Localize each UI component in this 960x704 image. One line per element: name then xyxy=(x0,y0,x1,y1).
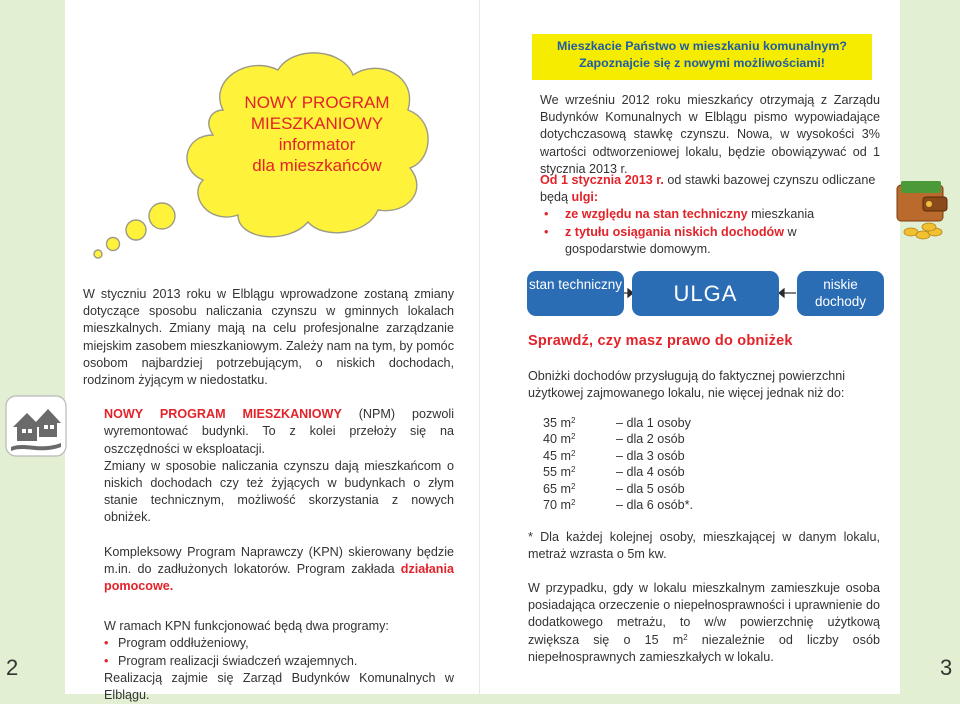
list-item: • Program realizacji świadczeń wzajemnych. xyxy=(104,653,454,670)
area-value: 55 xyxy=(543,465,558,480)
cloud-title-line4: dla mieszkańców xyxy=(252,156,382,175)
cloud-title-line2: MIESZKANIOWY xyxy=(250,114,384,133)
rent-notice-paragraph: We wrześniu 2012 roku mieszkańcy otrzymają z Zarządu Budynków Komunalnych w Elblągu pismo wypowiadające dotychczasową stawkę czynszu. Nowa, w wysokości 3% wartości odtworzeniowej lokalu, będzie obowiązywać od 1 stycznia 2013 r. xyxy=(540,93,880,176)
area-value: 65 xyxy=(543,481,558,496)
persons-value: – dla 3 osób xyxy=(616,448,685,463)
area-unit: m xyxy=(560,465,572,480)
persons-value: – dla 4 osób xyxy=(616,465,685,480)
table-row: 45 $m^2$ – dla 3 osób xyxy=(543,448,685,463)
bullet-highlight: ze względu na stan techniczny xyxy=(565,207,748,222)
persons-value: – dla 2 osób xyxy=(616,432,685,447)
page-spine xyxy=(479,0,480,694)
area-value: 45 xyxy=(543,448,558,463)
list-item: • Program oddłużeniowy, xyxy=(104,635,454,652)
area-value: 40 xyxy=(543,432,558,447)
area-table xyxy=(543,415,743,513)
table-row: 55 $m^2$ – dla 4 osób xyxy=(543,465,685,480)
kpn-text: Kompleksowy Program Naprawczy (KPN) skierowany będzie m.in. do zadłużonych lokatorów. Program zakłada xyxy=(104,544,454,576)
programs-intro: W ramach KPN funkcjonować będą dwa programy: xyxy=(104,619,389,634)
area-unit: m xyxy=(560,481,572,496)
page-number-right: 3 xyxy=(940,655,953,680)
house-icon xyxy=(5,395,67,457)
cloud-title-line3: informator xyxy=(278,135,356,154)
cloud-title xyxy=(222,92,412,176)
changes-paragraph: Zmiany w sposobie naliczania czynszu dają mieszkańcom o niskich dochodach czy też żyjących w budynkach o złym stanie technicznym, możliwość skorzystania z nowych obniżek. xyxy=(104,458,454,525)
area-value: 35 xyxy=(543,416,558,430)
kpn-highlight: działania pomocowe. xyxy=(104,561,454,594)
bullet-text: w gospodarstwie domowym. xyxy=(565,224,797,256)
npm-text: (NPM) pozwoli wyremontować budynki. To z kolei przełoży się na oszczędności w eksploatacji. xyxy=(104,407,454,456)
banner-line2: Zapoznajcie się z nowymi możliwościami! xyxy=(579,56,825,70)
disability-paragraph: W przypadku, gdy w lokalu mieszkalnym zamieszkuje osoba posiadająca orzeczenie o niepełnosprawności i uprawnienie do dodatkowego metrażu, to w/w powierzchnię użytkową zwiększa się o 15 $m^2$ niezależnie od liczby osób niepełnosprawnych zamieszkałych w lokalu. xyxy=(528,581,880,664)
area-unit: m xyxy=(560,432,572,447)
intro-paragraph: W styczniu 2013 roku w Elblągu wprowadzone zostaną zmiany dotyczące sposobu naliczania czynszu w gminnych lokalach mieszkalnych. Zmiany mają na celu profesjonalne zarządzanie miejskim zasobem mieszkaniowym. Zależy nam na tym, by pomóc osobom najbardziej potrzebującym, o niskich dochodach, rodzinom żyjącym w niedostatku. xyxy=(83,287,454,388)
section-heading: Sprawdź, czy masz prawo do obniżek xyxy=(528,333,793,349)
bullet-text: mieszkania xyxy=(747,207,815,222)
ulgi-highlight: ulgi: xyxy=(571,190,599,205)
programs-outro: Realizacją zajmie się Zarząd Budynków Komunalnych w Elblągu. xyxy=(104,670,454,703)
footnote: * Dla każdej kolejnej osoby, mieszkającej w danym lokalu, metraż wzrasta o 5m kw. xyxy=(528,530,880,562)
discounts-text: od stawki bazowej czynszu odliczane będą xyxy=(540,173,876,205)
kpn-paragraph xyxy=(83,544,454,596)
banner-text xyxy=(532,38,872,72)
table-row: 40 $m^2$ – dla 2 osób xyxy=(543,432,685,447)
wallet-icon xyxy=(893,177,953,242)
table-row: 70 $m^2$ – dla 6 osób*. xyxy=(543,497,694,512)
page-number-left: 2 xyxy=(6,655,19,680)
list-item xyxy=(544,224,880,258)
area-value: 70 xyxy=(543,497,558,512)
diagram-box-niskie: niskie dochody xyxy=(797,271,884,316)
area-unit: m xyxy=(560,497,572,512)
list-item xyxy=(544,206,880,223)
persons-value: – dla 1 osoby xyxy=(616,416,691,430)
table-row: 35 $m^2$ – dla 1 osoby xyxy=(543,416,691,430)
npm-highlight: NOWY PROGRAM MIESZKANIOWY xyxy=(104,407,342,422)
diagram-box-ulga: ULGA xyxy=(632,271,779,316)
discounts-paragraph xyxy=(540,172,880,258)
table-row: 65 $m^2$ – dla 5 osób xyxy=(543,481,685,496)
cloud-title-line1: NOWY PROGRAM xyxy=(244,93,390,112)
date-highlight: Od 1 stycznia 2013 r. xyxy=(540,173,664,187)
area-unit: m xyxy=(560,416,572,430)
banner-line1: Mieszkacie Państwo w mieszkaniu komunalnym? xyxy=(557,39,847,53)
programs-list xyxy=(83,635,454,669)
area-limits-paragraph: Obniżki dochodów przysługują do faktycznej powierzchni użytkowej zajmowanego lokalu, nie więcej jednak niż do: xyxy=(528,369,846,401)
npm-paragraph xyxy=(83,406,454,458)
bullet-highlight: z tytułu osiągania niskich dochodów xyxy=(565,224,785,239)
persons-value: – dla 6 osób*. xyxy=(616,497,694,512)
disability-text-end: niezależnie od liczby osób niepełnosprawnych zamieszkałych w lokalu. xyxy=(528,632,880,664)
diagram-box-stan: stan techniczny xyxy=(527,271,624,316)
persons-value: – dla 5 osób xyxy=(616,481,685,496)
area-unit: m xyxy=(560,448,572,463)
discounts-list xyxy=(540,206,880,258)
disability-text: W przypadku, gdy w lokalu mieszkalnym zamieszkuje osoba posiadająca orzeczenie o niepełnosprawności i uprawnienie do dodatkowego metrażu, to w/w powierzchnię użytkową zwiększa się o 15 m xyxy=(528,581,880,647)
left-column-text xyxy=(83,286,454,704)
